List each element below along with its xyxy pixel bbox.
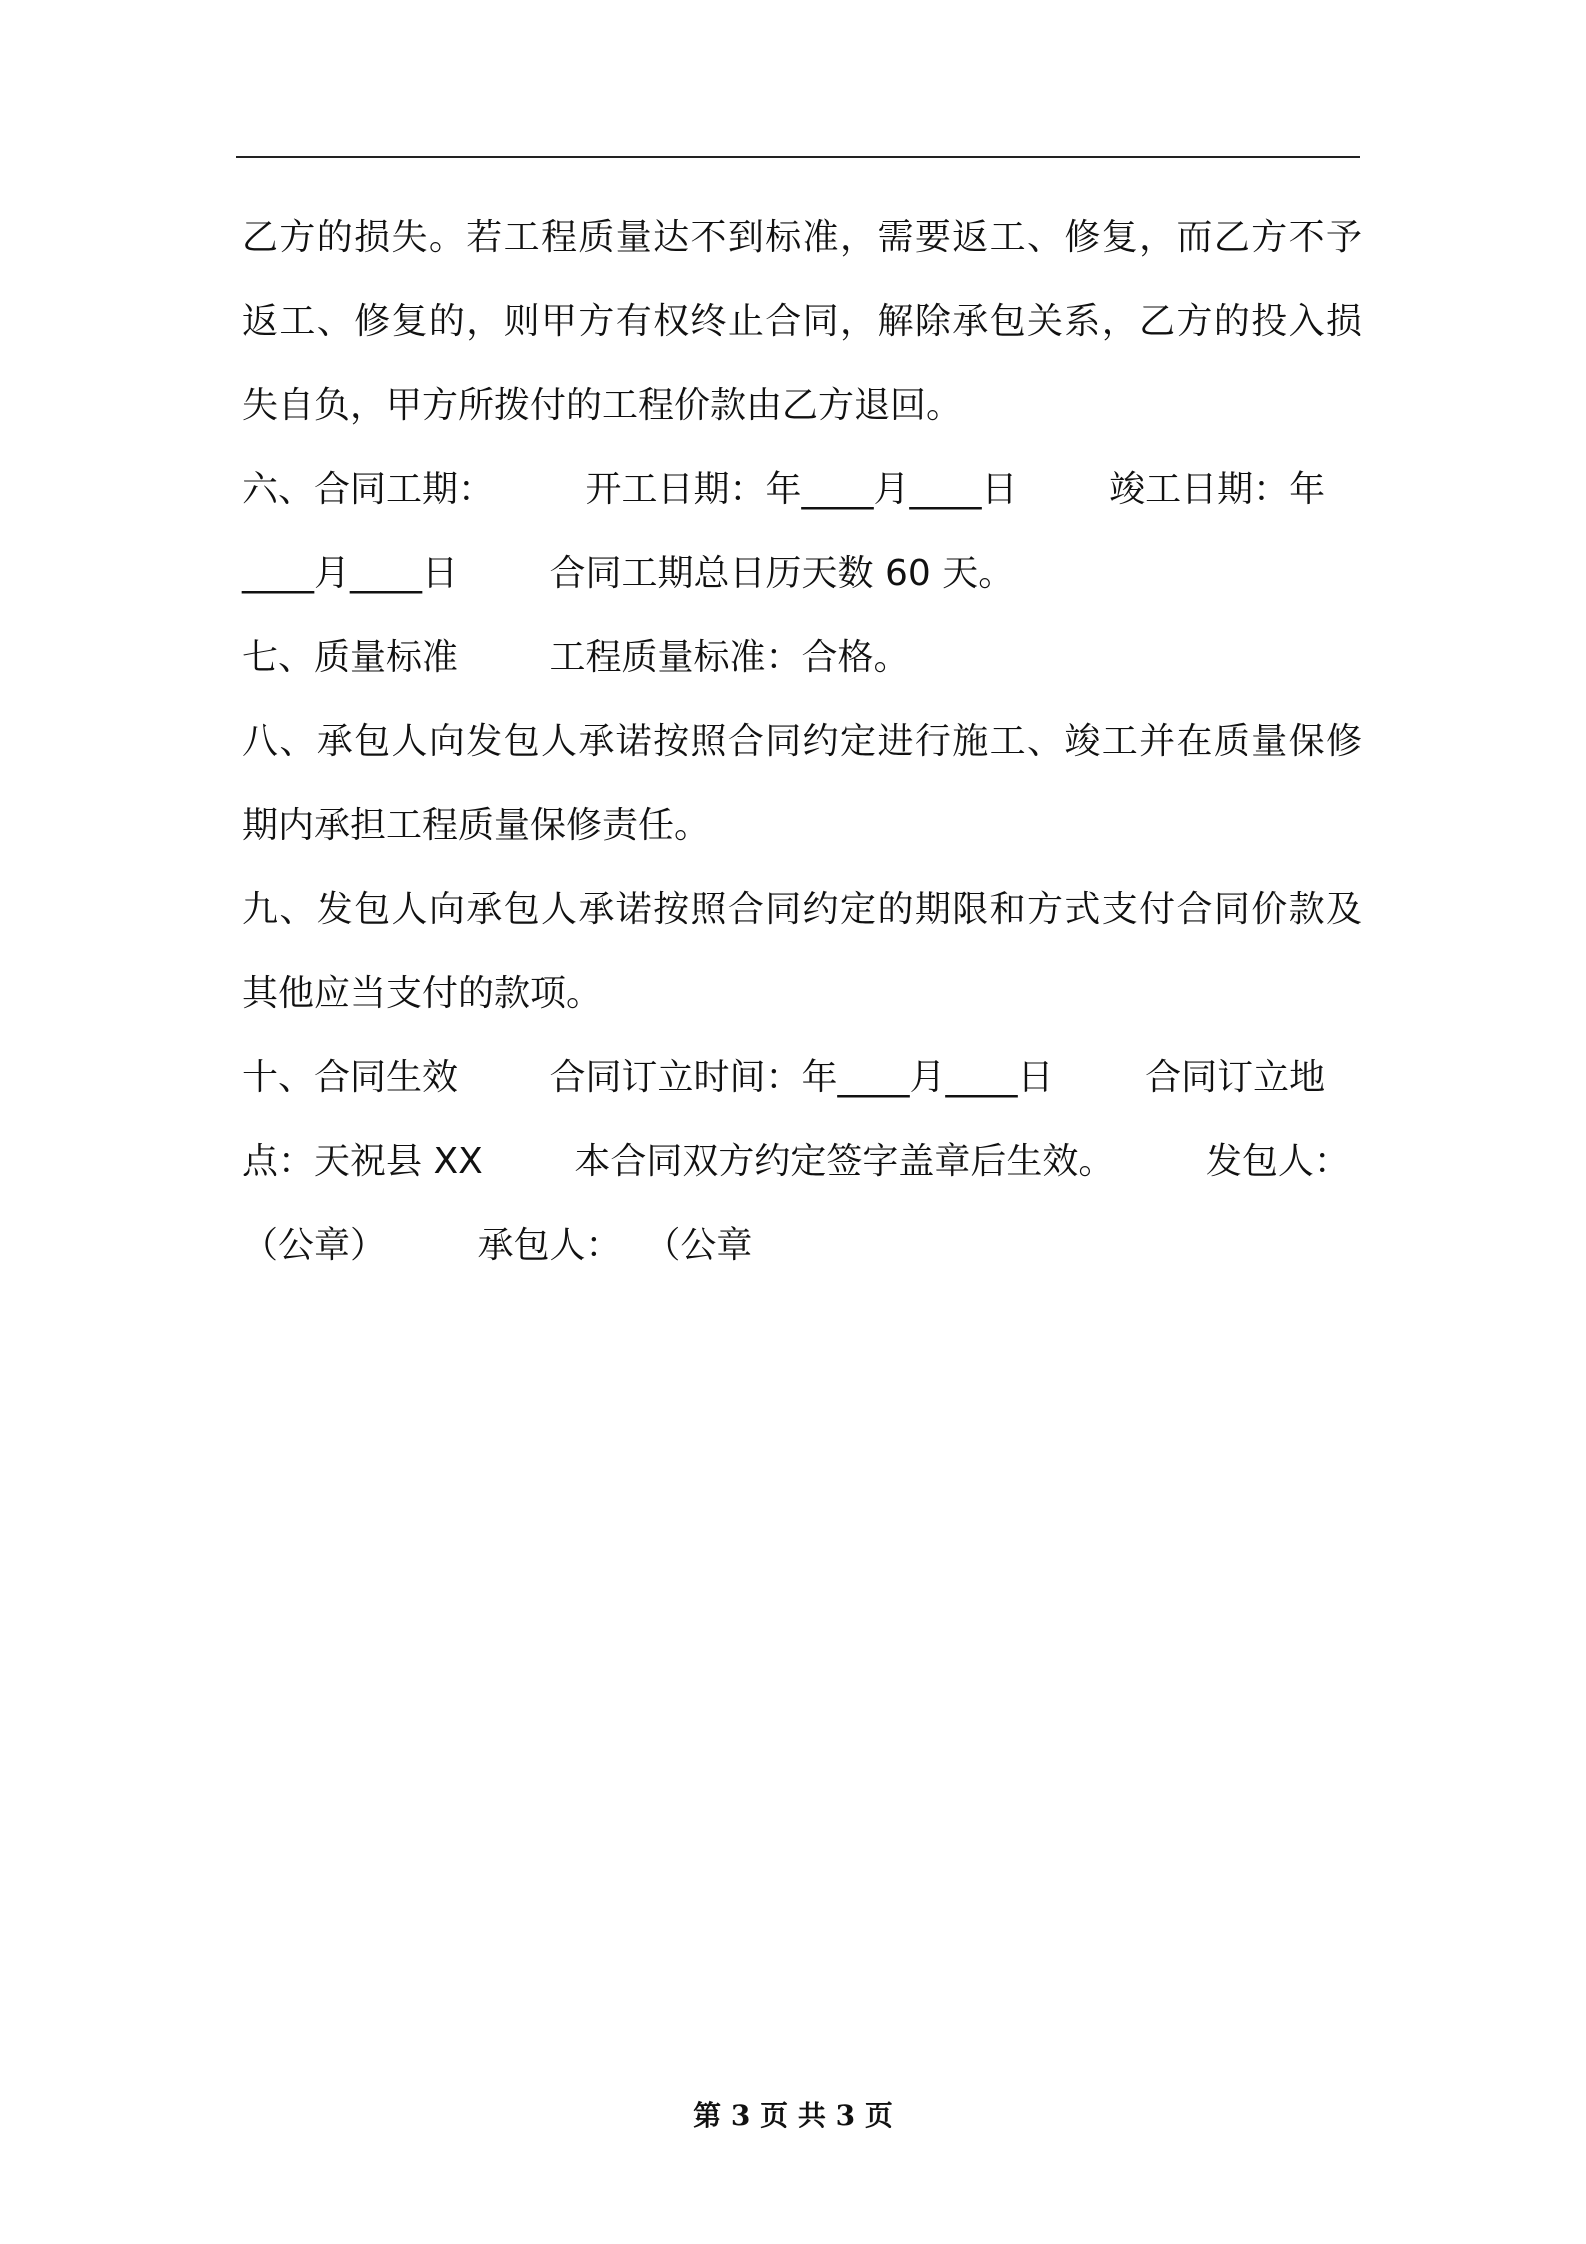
text-line-1: 乙方的损失。若工程质量达不到标准，需要返工、修复，而乙方不予 <box>242 217 1362 258</box>
text-line-6: 七、质量标准 工程质量标准：合格。 <box>242 637 910 678</box>
page-number-footer: 第 3 页 共 3 页 <box>693 2099 893 2132</box>
text-line-9: 九、发包人向承包人承诺按照合同约定的期限和方式支付合同价款及 <box>242 889 1362 930</box>
text-line-13: （公章） 承包人： （公章 <box>242 1225 753 1266</box>
text-line-8: 期内承担工程质量保修责任。 <box>242 805 711 846</box>
text-line-3: 失自负，甲方所拨付的工程价款由乙方退回。 <box>242 385 963 426</box>
text-line-12: 点：天祝县 XX 本合同双方约定签字盖章后生效。 发包人： <box>242 1141 1350 1182</box>
text-line-5: ____月____日 合同工期总日历天数 60 天。 <box>242 553 1015 594</box>
text-line-4: 六、合同工期： 开工日期：年____月____日 竣工日期：年 <box>242 469 1326 510</box>
text-line-7: 八、承包人向发包人承诺按照合同约定进行施工、竣工并在质量保修 <box>242 721 1362 762</box>
document-body <box>242 196 1362 1288</box>
text-line-11: 十、合同生效 合同订立时间：年____月____日 合同订立地 <box>242 1057 1326 1098</box>
header-divider <box>236 156 1360 158</box>
text-line-10: 其他应当支付的款项。 <box>242 973 603 1014</box>
text-line-2: 返工、修复的，则甲方有权终止合同，解除承包关系，乙方的投入损 <box>242 301 1362 342</box>
